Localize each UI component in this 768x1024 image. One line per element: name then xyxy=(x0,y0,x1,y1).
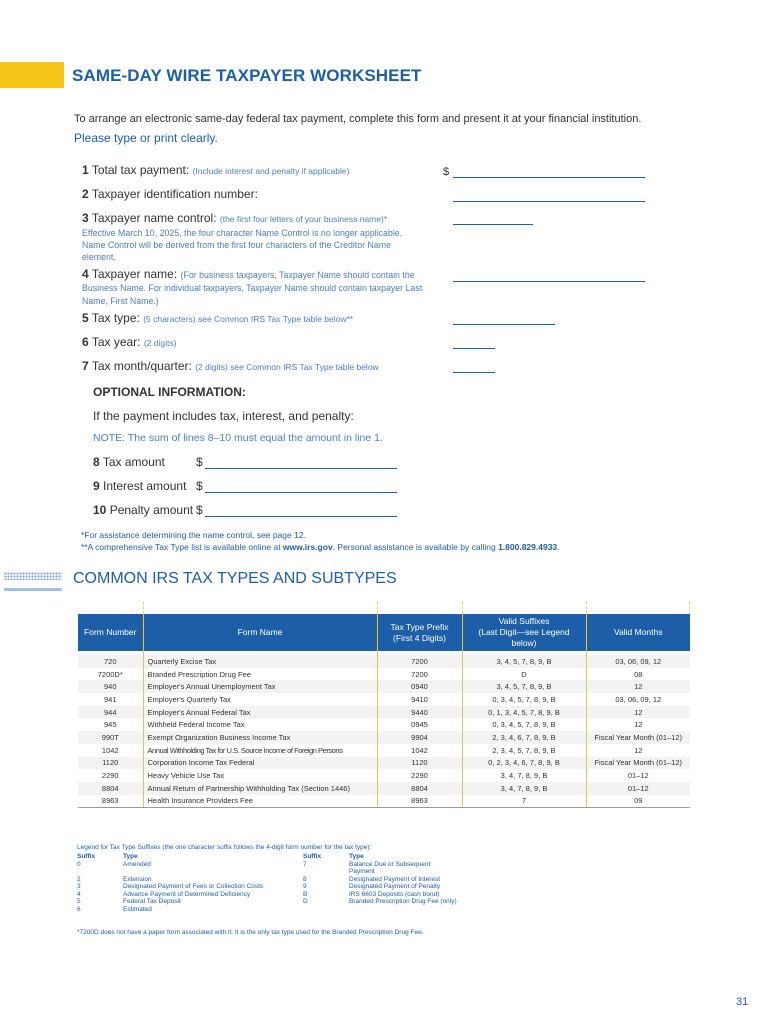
column-guide xyxy=(586,602,587,614)
optional-text: If the payment includes tax, interest, and penalty: xyxy=(93,409,354,423)
column-guide xyxy=(377,602,378,614)
table-row xyxy=(78,731,690,744)
cell-form-number: 1120 xyxy=(78,757,143,770)
legend-left: Suffix Type 0 Amended 2 Extension 3 Designated Payment of Fees or Collection Costs 4 Advance Payment of Determined Deficiency 5 Federal Tax Deposit 6 Estimated xyxy=(77,853,303,913)
cell-suffixes: 3, 4, 7, 8, 9, B xyxy=(462,782,586,795)
tax-month-field[interactable] xyxy=(453,372,495,373)
cell-suffixes: 2, 3, 4, 5, 7, 8, 9, B xyxy=(462,744,586,757)
cell-form-name: Health Insurance Providers Fee xyxy=(143,795,377,808)
legend-item: 6 Estimated xyxy=(77,905,152,913)
legend-item xyxy=(303,906,529,914)
cell-months: 12 xyxy=(586,706,690,719)
cell-prefix: 9440 xyxy=(377,706,462,719)
line-3-note: Effective March 10, 2025, the four character Name Control is no longer applicable. Name Control will be derived from the first four characters of the Creditor Name element. xyxy=(82,228,403,262)
cell-months: 08 xyxy=(586,668,690,681)
cell-months: 12 xyxy=(586,744,690,757)
cell-suffixes: 0, 3, 4, 5, 7, 8, 9, B xyxy=(462,693,586,706)
irs-website-link[interactable]: www.irs.gov xyxy=(282,542,333,552)
cell-form-name: Employer's Annual Unemployment Tax xyxy=(143,680,377,693)
interest-amount-field[interactable] xyxy=(205,492,397,493)
taxpayer-id-field[interactable] xyxy=(453,201,645,202)
cell-form-number: 1042 xyxy=(78,744,143,757)
legend-item: 0 Amended xyxy=(77,860,151,868)
taxpayer-name-field[interactable] xyxy=(453,281,645,282)
cell-form-number: 2290 xyxy=(78,769,143,782)
cell-suffixes: 0, 3, 4, 5, 7, 8, 9, B xyxy=(462,718,586,731)
cell-suffixes: 3, 4, 5, 7, 8, 9, B xyxy=(462,680,586,693)
cell-form-number: 7200D* xyxy=(78,668,143,681)
section-rule xyxy=(4,588,62,591)
legend-footnote: *7200D does not have a paper form associated with it. It is the only tax type used for the Branded Prescription Drug Fee. xyxy=(77,929,424,936)
line-5: 5 Tax type: (5 characters) see Common IRS Tax Type table below** xyxy=(82,311,354,325)
line-1: 1 Total tax payment: (Include interest and penalty if applicable) xyxy=(82,163,350,177)
column-guide xyxy=(462,602,463,614)
cell-form-number: 941 xyxy=(78,693,143,706)
cell-form-number: 944 xyxy=(78,706,143,719)
cell-form-name: Exempt Organization Business Income Tax xyxy=(143,731,377,744)
line-8: 8 Tax amount xyxy=(93,455,165,469)
cell-prefix: 9410 xyxy=(377,693,462,706)
legend-heading: Legend for Tax Type Suffixes (the one character suffix follows the 4-digit form number for the tax type): xyxy=(77,844,372,851)
cell-months: 03, 06, 09, 12 xyxy=(586,655,690,668)
line-1-dollar: $ xyxy=(443,166,450,178)
cell-form-number: 8963 xyxy=(78,795,143,808)
intro-instruction: Please type or print clearly. xyxy=(74,131,218,145)
cell-form-name: Branded Prescription Drug Fee xyxy=(143,668,377,681)
legend-item: 4 Advance Payment of Determined Deficiency xyxy=(77,890,251,898)
cell-prefix: 8804 xyxy=(377,782,462,795)
table-row xyxy=(78,718,690,731)
cell-form-number: 720 xyxy=(78,655,143,668)
legend-item: 3 Designated Payment of Fees or Collection Costs xyxy=(77,883,264,890)
cell-months: 09 xyxy=(586,795,690,808)
table-row xyxy=(78,795,690,808)
legend-item: B IRS 6603 Deposits (cash bond) xyxy=(303,890,440,898)
line-8-dollar: $ xyxy=(196,455,203,469)
table-row xyxy=(78,680,690,693)
header-prefix: Tax Type Prefix (First 4 Digits) xyxy=(377,614,462,651)
line-2: 2 Taxpayer identification number: xyxy=(82,187,258,201)
cell-form-name: Annual Withholding Tax for U.S. Source Income of Foreign Persons xyxy=(143,744,377,757)
cell-prefix: 7200 xyxy=(377,668,462,681)
cell-form-name: Corporation Income Tax Federal xyxy=(143,757,377,770)
footnote-name-control: *For assistance determining the name control, see page 12. xyxy=(81,530,306,540)
line-7: 7 Tax month/quarter: (2 digits) see Common IRS Tax Type table below xyxy=(82,359,379,373)
accent-bar xyxy=(0,62,64,88)
legend-item: 2 Extension xyxy=(77,875,152,883)
table-row xyxy=(78,668,690,681)
cell-form-name: Employer's Annual Federal Tax xyxy=(143,706,377,719)
cell-months: 01–12 xyxy=(586,769,690,782)
cell-form-name: Quarterly Excise Tax xyxy=(143,655,377,668)
cell-form-name: Heavy Vehicle Use Tax xyxy=(143,769,377,782)
cell-prefix: 1120 xyxy=(377,757,462,770)
legend-item: 9 Designated Payment of Penalty xyxy=(303,883,441,890)
line-10-dollar: $ xyxy=(196,503,203,517)
cell-prefix: 9904 xyxy=(377,731,462,744)
cell-prefix: 0945 xyxy=(377,718,462,731)
table-row xyxy=(78,769,690,782)
name-control-field[interactable] xyxy=(453,224,533,225)
tax-types-table xyxy=(78,614,690,808)
legend-item: 5 Federal Tax Deposit xyxy=(77,898,181,905)
legend-item: D Branded Prescription Drug Fee (only) xyxy=(303,898,457,905)
column-guide xyxy=(143,602,144,614)
section-title: COMMON IRS TAX TYPES AND SUBTYPES xyxy=(73,570,397,587)
footnote-tax-type: **A comprehensive Tax Type list is available online at www.irs.gov. Personal assistance is available by calling 1.800.829.4933. xyxy=(81,542,560,552)
section-dots-decoration xyxy=(4,572,62,580)
optional-note: NOTE: The sum of lines 8–10 must equal the amount in line 1. xyxy=(93,432,383,444)
cell-form-name: Withheld Federal Income Tax xyxy=(143,718,377,731)
cell-form-name: Annual Return of Partnership Withholding Tax (Section 1446) xyxy=(143,782,377,795)
cell-months: Fiscal Year Month (01–12) xyxy=(586,731,690,744)
cell-months: 12 xyxy=(586,718,690,731)
table-row xyxy=(78,757,690,770)
legend-right: Suffix Type 7 Balance Due or Subsequent Payment 8 Designated Payment of Interest 9 Designated Payment of Penalty B IRS 6603 Deposits (cash bond) D Branded Prescription Drug Fee (only) xyxy=(303,853,529,913)
cell-form-number: 945 xyxy=(78,718,143,731)
column-guide xyxy=(689,602,690,614)
page-number: 31 xyxy=(736,996,749,1008)
legend-item: 7 Balance Due or Subsequent xyxy=(303,860,431,868)
cell-suffixes: D xyxy=(462,668,586,681)
tax-type-field[interactable] xyxy=(453,324,555,325)
line-9-dollar: $ xyxy=(196,479,203,493)
cell-suffixes: 7 xyxy=(462,795,586,808)
line-10: 10 Penalty amount xyxy=(93,503,194,517)
table-row xyxy=(78,655,690,668)
table-row xyxy=(78,744,690,757)
table-row xyxy=(78,693,690,706)
cell-suffixes: 3, 4, 5, 7, 8, 9, B xyxy=(462,655,586,668)
line-9: 9 Interest amount xyxy=(93,479,187,493)
intro-text: To arrange an electronic same-day federal tax payment, complete this form and present it at your financial institution. xyxy=(74,113,642,125)
legend-item xyxy=(77,868,303,876)
legend-item: 8 Designated Payment of Interest xyxy=(303,875,441,883)
table-header-row xyxy=(78,614,690,651)
header-form-number: Form Number xyxy=(78,614,143,651)
page-title: SAME-DAY WIRE TAXPAYER WORKSHEET xyxy=(72,66,422,85)
tax-year-field[interactable] xyxy=(453,348,495,349)
header-suffixes: Valid Suffixes (Last Digit—see Legend below) xyxy=(462,614,586,651)
cell-prefix: 0940 xyxy=(377,680,462,693)
cell-prefix: 2290 xyxy=(377,769,462,782)
cell-months: 03, 06, 09, 12 xyxy=(586,693,690,706)
header-form-name: Form Name xyxy=(143,614,377,651)
cell-prefix: 1042 xyxy=(377,744,462,757)
cell-suffixes: 3, 4, 7, 8, 9, B xyxy=(462,769,586,782)
irs-phone-number: 1.800.829.4933 xyxy=(498,542,558,552)
cell-form-number: 8804 xyxy=(78,782,143,795)
cell-months: Fiscal Year Month (01–12) xyxy=(586,757,690,770)
line-3: 3 Taxpayer name control: (the first four letters of your business name)* xyxy=(82,211,388,225)
cell-months: 12 xyxy=(586,680,690,693)
tax-amount-field[interactable] xyxy=(205,468,397,469)
line-6: 6 Tax year: (2 digits) xyxy=(82,335,177,349)
table-row xyxy=(78,706,690,719)
legend-item: Payment xyxy=(349,868,375,875)
cell-prefix: 8963 xyxy=(377,795,462,808)
cell-prefix: 7200 xyxy=(377,655,462,668)
optional-heading: OPTIONAL INFORMATION: xyxy=(93,385,246,399)
table-row xyxy=(78,782,690,795)
cell-form-number: 940 xyxy=(78,680,143,693)
cell-suffixes: 0, 1, 3, 4, 5, 7, 8, 9, B xyxy=(462,706,586,719)
cell-suffixes: 0, 2, 3, 4, 6, 7, 8, 9, B xyxy=(462,757,586,770)
penalty-amount-field[interactable] xyxy=(205,516,397,517)
line-4: 4 Taxpayer name: (For business taxpayers, Taxpayer Name should contain the Business Name. For individual taxpayers, Taxpayer Name should contain taxpayer Last Name, First Name.) xyxy=(82,267,423,306)
header-valid-months: Valid Months xyxy=(586,614,690,651)
cell-form-number: 990T xyxy=(78,731,143,744)
cell-form-name: Employer's Quarterly Tax xyxy=(143,693,377,706)
cell-suffixes: 2, 3, 4, 6, 7, 8, 9, B xyxy=(462,731,586,744)
cell-months: 01–12 xyxy=(586,782,690,795)
total-tax-payment-field[interactable] xyxy=(453,177,645,178)
